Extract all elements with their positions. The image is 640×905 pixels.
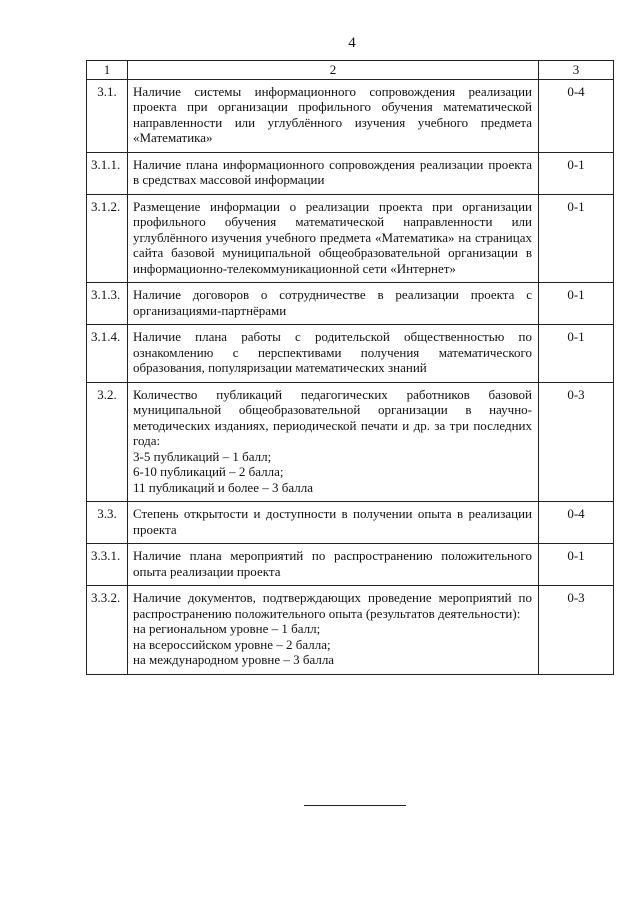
table-row (87, 502, 614, 544)
row-number: 3.1.3. (87, 283, 128, 325)
table-row (87, 544, 614, 586)
end-divider (304, 805, 406, 806)
row-description: Наличие плана работы с родительской общественностью по ознакомлению с перспективами получения математического образования, популяризации математических знаний (128, 325, 539, 383)
row-description: Наличие системы информационного сопровождения реализации проекта при организации профильного обучения математической направленности или углублённого изучения учебного предмета «Математика» (128, 79, 539, 152)
row-description: Степень открытости и доступности в получении опыта в реализации проекта (128, 502, 539, 544)
row-score: 0-1 (539, 544, 614, 586)
row-number: 3.2. (87, 382, 128, 502)
row-description: Размещение информации о реализации проекта при организации профильного обучения математической направленности или углублённого изучения учебного предмета «Математика» на страницах сайта базовой муниципальной общеобразовательной организации в информационно-телекоммуникационной сети «Интернет» (128, 194, 539, 283)
row-description: Наличие плана мероприятий по распространению положительного опыта реализации проекта (128, 544, 539, 586)
row-number: 3.1. (87, 79, 128, 152)
table-row (87, 325, 614, 383)
score-scale-line: 6-10 публикаций – 2 балла; (133, 464, 284, 479)
table-row (87, 152, 614, 194)
row-number: 3.1.2. (87, 194, 128, 283)
row-description: Количество публикаций педагогических работников базовой муниципальной общеобразовательной организации в научно-методических изданиях, периодической печати и др. за три последних года: 3-5 публикаций – 1 балл; 6-10 публикаций – 2 балла; 11 публикаций и более – 3 балла (128, 382, 539, 502)
table-row (87, 586, 614, 675)
row-number: 3.3.2. (87, 586, 128, 675)
score-scale-line: на всероссийском уровне – 2 балла; (133, 636, 331, 652)
row-number: 3.3.1. (87, 544, 128, 586)
row-score: 0-4 (539, 79, 614, 152)
row-number: 3.3. (87, 502, 128, 544)
header-col-2: 2 (128, 61, 539, 80)
row-score: 0-1 (539, 152, 614, 194)
row-number: 3.1.4. (87, 325, 128, 383)
page-number: 4 (348, 35, 356, 51)
score-scale-line: 11 публикаций и более – 3 балла (133, 479, 313, 495)
score-scale-line: 3-5 публикаций – 1 балл; (133, 448, 272, 464)
score-scale-line: на международном уровне – 3 балла (133, 652, 335, 667)
row-score: 0-1 (539, 283, 614, 325)
header-col-3: 3 (539, 61, 614, 80)
row-description: Наличие договоров о сотрудничестве в реализации проекта с организациями-партнёрами (128, 283, 539, 325)
criteria-table (86, 60, 614, 675)
row-score: 0-4 (539, 502, 614, 544)
row-description: Наличие документов, подтверждающих проведение мероприятий по распространению положительного опыта (результатов деятельности): на региональном уровне – 1 балл; на всероссийском уровне – 2 балла; на международном уровне – 3 балла (128, 586, 539, 675)
table-row (87, 382, 614, 502)
row-score: 0-3 (539, 382, 614, 502)
row-score: 0-3 (539, 586, 614, 675)
table-row (87, 79, 614, 152)
table-row (87, 283, 614, 325)
row-description: Наличие плана информационного сопровождения реализации проекта в средствах массовой информации (128, 152, 539, 194)
row-number: 3.1.1. (87, 152, 128, 194)
row-score: 0-1 (539, 325, 614, 383)
row-score: 0-1 (539, 194, 614, 283)
table-header-row (87, 61, 614, 80)
header-col-1: 1 (87, 61, 128, 80)
score-scale-line: на региональном уровне – 1 балл; (133, 621, 321, 636)
table-row (87, 194, 614, 283)
